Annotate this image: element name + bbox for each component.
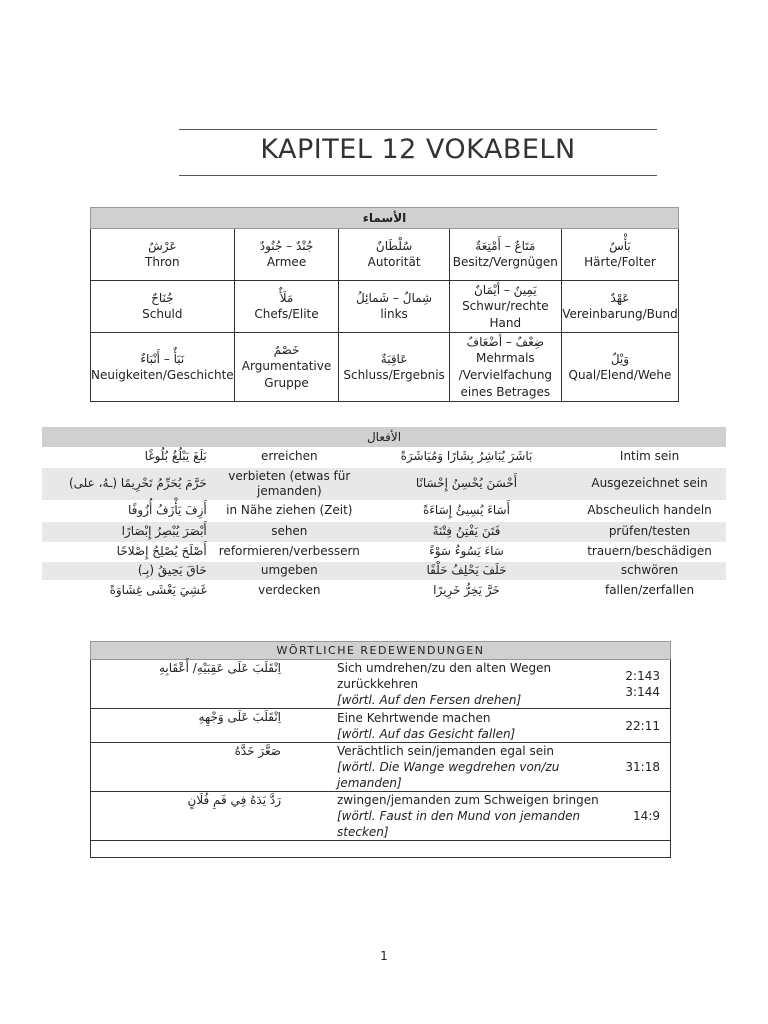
noun-german: Argumentative Gruppe <box>241 359 332 390</box>
verb-arabic: بَاشَرَ يُبَاشِرُ بِشَارًا وَمُبَاشَرَةً <box>360 447 573 467</box>
noun-german: Vereinbarung/Bund <box>562 307 678 321</box>
noun-arabic: يَمِينٌ – أَيْمَانٌ <box>473 282 537 297</box>
noun-arabic: مَلَأٌ <box>279 291 294 305</box>
idiom-arabic: صَعَّرَ خَدَّهُ <box>91 743 332 792</box>
idioms-table <box>90 641 671 858</box>
verb-arabic: سَاءَ يَسُوءُ سَوْءً <box>360 542 573 561</box>
verb-german: trauern/beschädigen <box>573 542 726 561</box>
nouns-header: الأسماء <box>91 208 679 229</box>
table-row <box>42 561 726 580</box>
table-row <box>42 467 726 500</box>
idiom-literal: [wörtl. Die Wange wegdrehen von/zu jemanden] <box>337 760 560 790</box>
idiom-literal: [wörtl. Auf den Fersen drehen] <box>337 693 522 707</box>
noun-arabic: وَيْلٌ <box>610 351 630 366</box>
idiom-arabic: اِنْقَلَبَ عَلَى عَقِبَيْهِ/ أَعْقَابِهِ <box>91 660 332 709</box>
noun-cell <box>339 229 449 281</box>
idiom-arabic: اِنْقَلَبَ عَلَى وَجْهِهِ <box>91 709 332 743</box>
noun-cell <box>339 281 449 333</box>
idiom-ref-text: 2:143 3:144 <box>625 669 660 699</box>
verb-arabic: أَصْلَحَ يُصْلِحُ إِصْلاحًا <box>42 542 219 561</box>
noun-cell <box>449 281 561 333</box>
noun-arabic: عَرْشٌ <box>148 239 177 253</box>
verb-german: erreichen <box>219 447 360 467</box>
verb-german: sehen <box>219 521 360 542</box>
noun-cell <box>339 333 449 402</box>
noun-arabic: جُنْدٌ – جُنُودٌ <box>259 239 314 253</box>
top-rule <box>179 129 657 130</box>
noun-german: Mehrmals /Vervielfachung eines Betrages <box>458 350 553 399</box>
noun-german: Neuigkeiten/Geschichte <box>91 367 234 382</box>
idiom-literal: [wörtl. Auf das Gesicht fallen] <box>337 726 516 741</box>
noun-cell <box>91 281 235 333</box>
idiom-meaning: Verächtlich sein/jemanden egal sein <box>337 744 555 758</box>
verb-german: Intim sein <box>573 447 726 467</box>
table-row <box>91 281 679 333</box>
table-row <box>91 229 679 281</box>
empty-row <box>91 841 671 858</box>
noun-cell <box>91 229 235 281</box>
idiom-meaning-cell <box>331 743 600 792</box>
idiom-meaning: Sich umdrehen/zu den alten Wegen zurückkehren <box>337 661 552 691</box>
noun-german: Schwur/rechte Hand <box>462 298 549 330</box>
noun-german: Härte/Folter <box>584 255 656 269</box>
noun-arabic: عَاقِبَةٌ <box>380 351 408 366</box>
noun-cell <box>234 333 339 402</box>
table-row <box>91 333 679 402</box>
verb-arabic: أَسَاءَ يُسِيئُ إِسَاءَةً <box>360 500 573 521</box>
noun-cell <box>561 229 678 281</box>
idiom-meaning: Eine Kehrtwende machen <box>337 710 491 725</box>
verb-german: fallen/zerfallen <box>573 580 726 600</box>
empty-cell <box>91 841 671 858</box>
table-row <box>91 743 671 792</box>
table-row <box>42 580 726 600</box>
verb-german: schwören <box>573 561 726 580</box>
verb-german: verdecken <box>219 580 360 600</box>
table-row <box>91 660 671 709</box>
noun-german: Chefs/Elite <box>254 307 319 321</box>
noun-cell <box>449 229 561 281</box>
idioms-header: WÖRTLICHE REDEWENDUNGEN <box>91 642 671 660</box>
noun-arabic: ضِعْفٌ – أَضْعَافٌ <box>466 334 545 349</box>
noun-cell <box>91 333 235 402</box>
title-underline <box>179 175 657 176</box>
verb-german: prüfen/testen <box>573 521 726 542</box>
verb-german: Ausgezeichnet sein <box>573 467 726 500</box>
idiom-meaning: zwingen/jemanden zum Schweigen bringen <box>337 793 599 807</box>
verb-german: umgeben <box>219 561 360 580</box>
noun-arabic: جُنَاحٌ <box>151 291 174 305</box>
noun-german: Autorität <box>367 255 421 269</box>
verbs-header: الأفعال <box>42 427 726 447</box>
noun-arabic: عَهْدٌ <box>610 291 630 305</box>
idiom-arabic: رَدَّ يَدَهُ فِي فَمِ فُلَانٍ <box>91 792 332 841</box>
table-row <box>42 521 726 542</box>
idiom-reference <box>600 660 671 709</box>
noun-german: Schluss/Ergebnis <box>343 367 445 382</box>
idiom-meaning-cell <box>331 709 600 743</box>
verbs-table <box>42 427 726 601</box>
verb-arabic: حَلَفَ يَحْلِفُ حَلْفًا <box>360 561 573 580</box>
verb-arabic: أَحْسَنَ يُحْسِنُ إِحْسَانًا <box>360 467 573 500</box>
noun-cell <box>561 281 678 333</box>
noun-arabic: شِمالٌ – شَمائِلُ <box>356 291 433 305</box>
verb-arabic: خَرَّ يَخِرُّ خَرِيرًا <box>360 580 573 600</box>
verb-arabic: غَشِيَ يَغْشَى غِشَاوَةً <box>42 580 219 600</box>
idiom-literal: [wörtl. Faust in den Mund von jemanden stecken] <box>337 809 581 839</box>
table-row <box>91 792 671 841</box>
noun-arabic: مَتَاعٌ – أَمْتِعَةٌ <box>475 239 536 253</box>
noun-cell <box>234 229 339 281</box>
noun-german: Armee <box>266 255 307 269</box>
table-row <box>42 500 726 521</box>
noun-cell <box>234 281 339 333</box>
verb-german: Abscheulich handeln <box>573 500 726 521</box>
idiom-reference: 14:9 <box>600 792 671 841</box>
verb-german: in Nähe ziehen (Zeit) <box>219 500 360 521</box>
noun-arabic: نَبَأٌ – أَنْبَاءٌ <box>140 351 185 366</box>
page-number: 1 <box>380 949 388 963</box>
noun-german: Besitz/Vergnügen <box>452 255 558 269</box>
verb-arabic: بَلَغَ يَبْلُغُ بُلُوغًا <box>42 447 219 467</box>
noun-german: Thron <box>145 255 180 269</box>
nouns-table <box>90 207 679 402</box>
noun-german: Schuld <box>142 307 183 321</box>
table-row <box>42 542 726 561</box>
verb-german: reformieren/verbessern <box>219 542 360 561</box>
verb-arabic: حَرَّمَ يُحَرِّمُ تَحْرِيمًا (ـهُ، على) <box>42 467 219 500</box>
idiom-reference: 31:18 <box>600 743 671 792</box>
noun-cell <box>561 333 678 402</box>
noun-german: Qual/Elend/Wehe <box>568 367 672 382</box>
verb-german: verbieten (etwas für jemanden) <box>219 467 360 500</box>
noun-arabic: بَأْسٌ <box>609 239 631 253</box>
idiom-meaning-cell <box>331 660 600 709</box>
page-title: KAPITEL 12 VOKABELN <box>260 134 576 165</box>
idiom-reference: 22:11 <box>600 709 671 743</box>
noun-cell <box>449 333 561 402</box>
noun-german: links <box>380 307 408 321</box>
table-row <box>91 709 671 743</box>
table-row <box>42 447 726 467</box>
verb-arabic: أَبْصَرَ يُبْصِرُ إِبْصَارًا <box>42 521 219 542</box>
noun-arabic: سُلْطَانٌ <box>375 239 413 253</box>
noun-arabic: خَصْمٌ <box>273 343 300 357</box>
verb-arabic: حَاقَ يَحِيقُ (بِـ) <box>42 561 219 580</box>
verb-arabic: فَتَنَ يَفْتِنُ فِتْنَةً <box>360 521 573 542</box>
idiom-meaning-cell <box>331 792 600 841</box>
verb-arabic: أَزِفَ يَأْزَفُ أُزُوفًا <box>42 500 219 521</box>
